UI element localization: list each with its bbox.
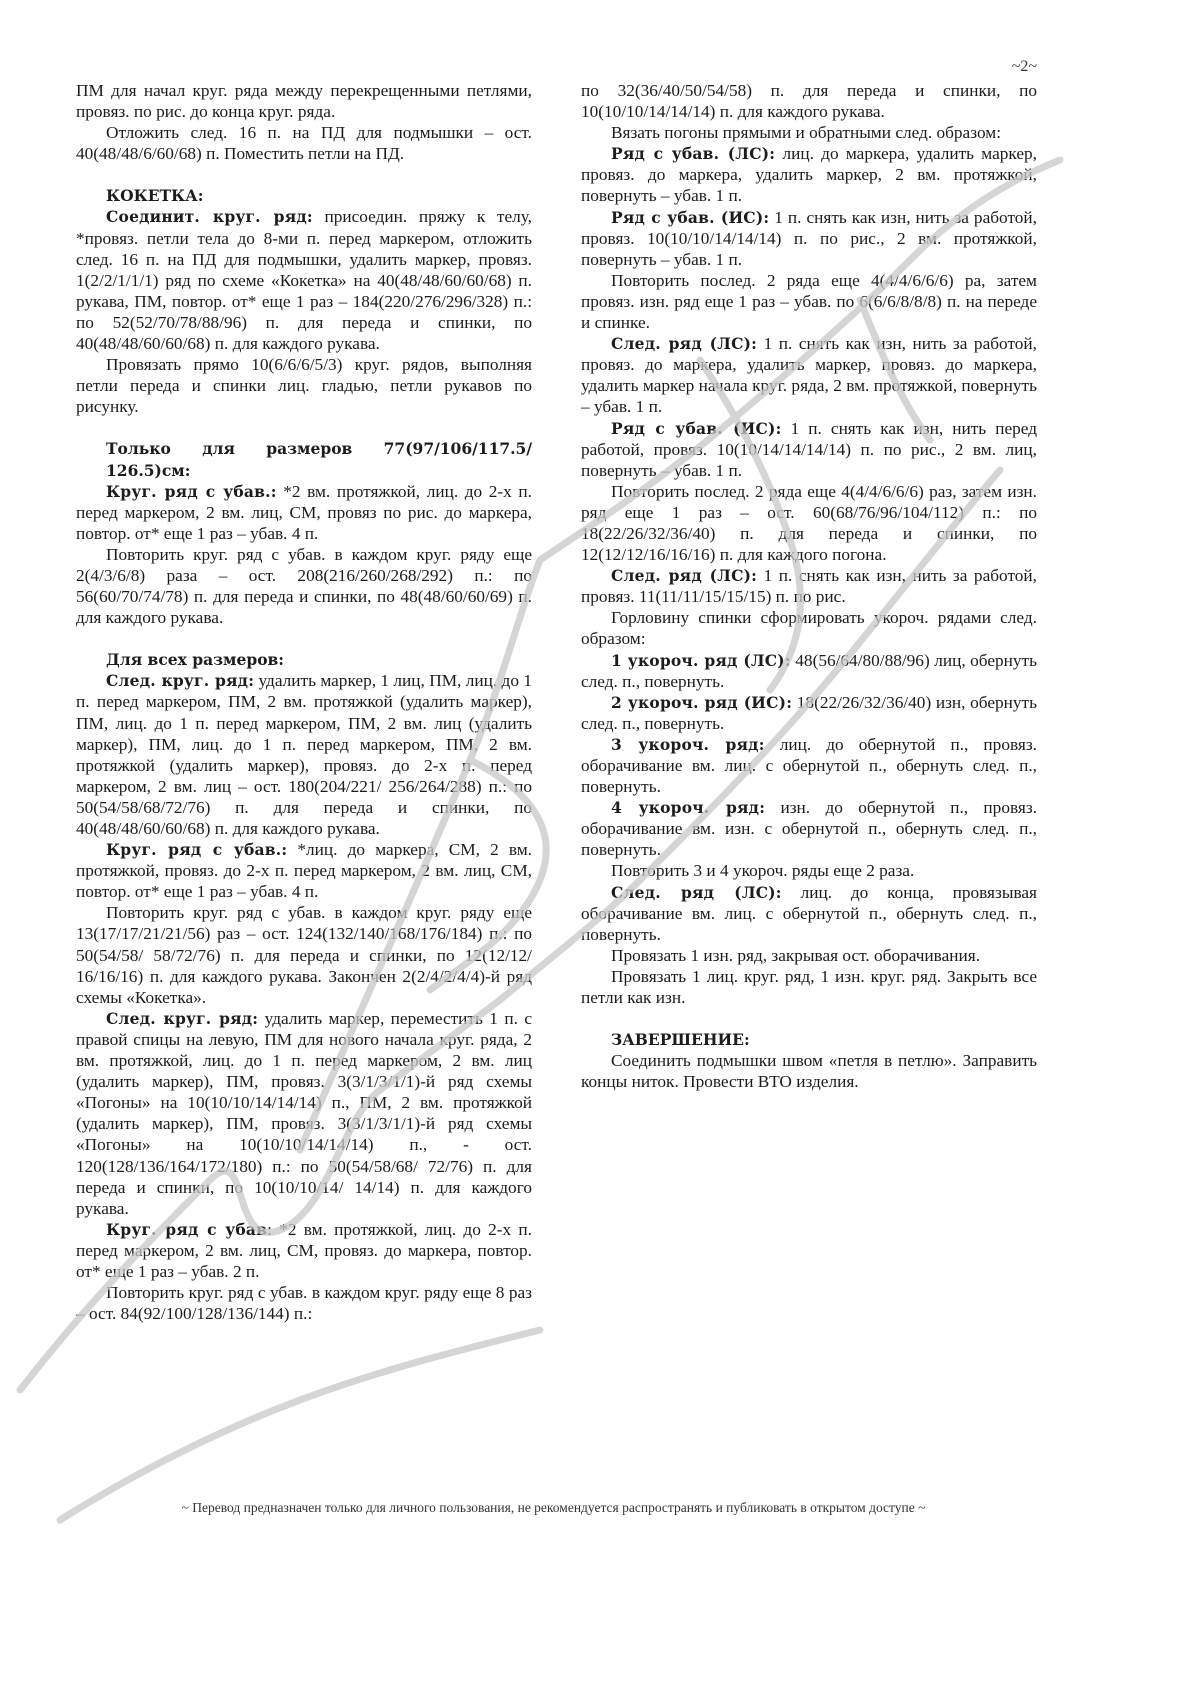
paragraph <box>581 565 1037 607</box>
paragraph <box>76 122 532 164</box>
paragraph <box>581 650 1037 692</box>
paragraph-text: 1 п. снять как изн, нить за работой, провяз. до маркера, удалить маркер, провяз. до маркера, удалить маркер начала круг. ряда, 2 вм. протяжкой, повернуть – убав. 1 п. <box>581 334 1037 417</box>
row-label: Круг. ряд с убав.: <box>106 481 277 501</box>
paragraph-text: присоедин. пряжу к телу, *провяз. петли тела до 8-ми п. перед маркером, отложить след. 16 п. на ПД для подмышки, удалить маркер, провяз. 1(2/2/1/1/1) ряд по схеме «Кокетка» на 40(48/48/60/60/68) п. рукава, ПМ, повтор. от* еще 1 раз – 184(220/276/296/328) п.: по 52(52/70/78/88/96) п. для переда и спинки, по 40(48/48/60/60/68) п. для каждого рукава. <box>76 207 532 354</box>
paragraph <box>581 333 1037 417</box>
paragraph <box>76 1008 532 1219</box>
paragraph <box>581 270 1037 333</box>
row-label: 2 укороч. ряд (ИС): <box>611 692 793 712</box>
paragraph-gap <box>76 628 532 649</box>
left-column <box>76 80 532 1324</box>
paragraph <box>581 1050 1037 1092</box>
paragraph <box>581 966 1037 1008</box>
row-label: Ряд с убав. (ИС): <box>611 207 770 227</box>
paragraph-text: Провязать 1 лиц. круг. ряд, 1 изн. круг. ряд. Закрыть все петли как изн. <box>581 966 1037 1008</box>
paragraph-text: изн. до обернутой п., провяз. оборачивание вм. изн. с обернутой п., обернуть след. п., повернуть. <box>581 798 1037 860</box>
paragraph-text: *лиц. до маркера, СМ, 2 вм. протяжкой, провяз. до 2-х п. перед маркером, 2 вм. лиц, СМ, повтор. от* еще 1 раз – убав. 4 п. <box>76 840 532 902</box>
paragraph <box>581 207 1037 270</box>
paragraph-text: Вязать погоны прямыми и обратными след. образом: <box>611 123 1001 143</box>
section-heading: ЗАВЕРШЕНИЕ: <box>611 1030 750 1050</box>
paragraph <box>76 670 532 839</box>
paragraph <box>581 945 1037 966</box>
row-label: След. ряд (ЛС): <box>611 882 782 902</box>
paragraph <box>76 1219 532 1282</box>
paragraph <box>581 481 1037 565</box>
paragraph-text: *2 вм. протяжкой, лиц. до 2-х п. перед маркером, 2 вм. лиц, СМ, провяз по рис. до маркера, повтор. от* еще 1 раз – убав. 4 п. <box>76 481 532 543</box>
paragraph-text: 1 п. снять как изн, нить за работой, провяз. 11(11/11/15/15/15) п. по рис. <box>581 566 1037 607</box>
paragraph-text: удалить маркер, переместить 1 п. с правой спицы на левую, ПМ для нового начала круг. ряда, 2 вм. протяжкой, лиц. до 1 п. перед маркером, 2 вм. лиц (удалить маркер), ПМ, провяз. 3(3/1/3/1/1)-й ряд схемы «Погоны» на 10(10/10/14/14/14) п., ПМ, 2 вм. протяжкой (удалить маркер), ПМ, провяз. 3(3/1/3/1/1)-й ряд схемы «Погоны» на 10(10/10/14/14/14) п., - ост. 120(128/136/164/172/180) п.: по 50(54/58/68/ 72/76) п. для переда и спинки, по 10(10/10/14/ 14/14) п. для каждого рукава. <box>76 1008 532 1218</box>
paragraph-text: Повторить круг. ряд с убав. в каждом круг. ряду еще 13(17/17/21/21/56) раз – ост. 124(132/140/168/176/184) п.: по 50(54/58/ 58/72/76) п. для переда и спинки, по 12(12/12/ 16/16/16) п. для каждого рукава. Закончен 2(2/4/2/4/4)-й ряд схемы «Кокетка». <box>76 903 532 1007</box>
paragraph <box>581 860 1037 881</box>
paragraph <box>581 607 1037 649</box>
section-heading: КОКЕТКА: <box>106 186 204 206</box>
paragraph <box>581 734 1037 797</box>
paragraph-text: Соединить подмышки швом «петля в петлю». Заправить концы ниток. Провести ВТО изделия. <box>581 1051 1037 1092</box>
row-label: 4 укороч. ряд: <box>611 798 766 818</box>
paragraph-text: Отложить след. 16 п. на ПД для подмышки – ост. 40(48/48/6/60/68) п. Поместить петли на ПД. <box>76 123 532 164</box>
paragraph-text: Повторить круг. ряд с убав. в каждом круг. ряду еще 8 раз – ост. 84(92/100/128/136/144) п.: <box>76 1283 532 1324</box>
row-label: След. круг. ряд: <box>106 671 255 691</box>
row-label: 1 укороч. ряд (ЛС): <box>611 650 791 670</box>
paragraph <box>581 882 1037 945</box>
paragraph-text: Повторить послед. 2 ряда еще 4(4/4/6/6/6) раз, затем изн. ряд еще 1 раз – ост. 60(68/76/96/104/112) п.: по 18(22/26/32/36/40) п. для переда и спинки, по 12(12/12/16/16/16) п. для каждого погона. <box>581 481 1037 565</box>
paragraph <box>581 797 1037 860</box>
paragraph <box>581 122 1037 143</box>
paragraph-text: Горловину спинки сформировать укороч. рядами след. образом: <box>581 608 1037 649</box>
paragraph <box>76 481 532 544</box>
row-label: Круг. ряд с убав.: <box>106 840 288 860</box>
paragraph <box>76 839 532 902</box>
paragraph <box>76 1282 532 1324</box>
row-label: Ряд с убав. (ИС): <box>611 418 782 438</box>
paragraph <box>76 544 532 628</box>
paragraph-text: 1 п. снять как изн, нить перед работой, провяз. 10(10/14/14/14/14) п. по рис., 2 вм. лиц, повернуть – убав. 1 п. <box>581 418 1037 480</box>
paragraph-text: Повторить круг. ряд с убав. в каждом круг. ряду еще 2(4/3/6/8) раза – ост. 208(216/260/268/292) п.: по 56(60/70/74/78) п. для переда и спинки, по 48(48/60/60/69) п. для каждого рукава. <box>76 544 532 628</box>
row-label: След. ряд (ЛС): <box>611 566 758 586</box>
paragraph <box>76 354 532 417</box>
paragraph-gap <box>76 417 532 438</box>
row-label: Круг. ряд с убав <box>106 1219 268 1239</box>
row-label: 3 укороч. ряд: <box>611 734 765 754</box>
paragraph-text: ПМ для начал круг. ряда между перекрещенными петлями, провяз. по рис. до конца круг. ряда. <box>76 81 532 122</box>
paragraph-gap <box>76 164 532 185</box>
paragraph-text: Повторить послед. 2 ряда еще 4(4/4/6/6/6) ра, затем провяз. изн. ряд еще 1 раз – убав. по 6(6/6/8/8/8) п. на переде и спинке. <box>581 270 1037 333</box>
paragraph-gap <box>581 1008 1037 1029</box>
section-heading: Для всех размеров: <box>106 650 285 670</box>
row-label: Соединит. круг. ряд: <box>106 207 313 227</box>
paragraph <box>581 692 1037 734</box>
paragraph-text: 18(22/26/32/36/40) изн, обернуть след. п., повернуть. <box>581 692 1037 733</box>
paragraph-text: Провязать 1 изн. ряд, закрывая ост. оборачивания. <box>611 945 981 965</box>
paragraph <box>76 902 532 1007</box>
row-label: След. ряд (ЛС): <box>611 334 758 354</box>
section-heading: Только для размеров 77(97/106/117.5/ 126.5)см: <box>106 439 532 480</box>
paragraph-text: лиц. до обернутой п., провяз. оборачивание вм. лиц. с обернутой п., обернуть след. п., повернуть. <box>581 734 1037 797</box>
paragraph-text: Повторить 3 и 4 укороч. ряды еще 2 раза. <box>611 861 915 881</box>
row-label: Ряд с убав. (ЛС): <box>611 144 776 164</box>
paragraph-text: : *2 вм. протяжкой, лиц. до 2-х п. перед маркером, 2 вм. лиц, СМ, провяз. до маркера, повтор. от* еще 1 раз – убав. 2 п. <box>76 1219 532 1281</box>
paragraph <box>581 143 1037 206</box>
row-label: След. круг. ряд: <box>106 1008 259 1028</box>
paragraph-text: удалить маркер, 1 лиц, ПМ, лиц. до 1 п. перед маркером, ПМ, 2 вм. протяжкой (удалить маркер), ПМ, лиц. до 1 п. перед маркером, ПМ, 2 вм. лиц (удалить маркер), ПМ, лиц. до 1 п. перед маркером, ПМ, 2 вм. протяжкой (удалить маркер), провяз. до 2-х п. перед маркером, 2 вм. лиц – ост. 180(204/221/ 256/264/288) п.: по 50(54/58/68/72/76) п. для переда и спинки, по 40(48/48/60/60/68) п. для каждого рукава. <box>76 671 532 838</box>
paragraph-text: лиц. до конца, провязывая оборачивание вм. лиц. с обернутой п., обернуть след. п., повернуть. <box>581 882 1037 944</box>
right-column <box>581 80 1037 1092</box>
paragraph-text: 48(56/64/80/88/96) лиц, обернуть след. п., повернуть. <box>581 650 1037 691</box>
page-number: ~2~ <box>1011 58 1037 75</box>
paragraph <box>76 80 532 122</box>
paragraph <box>76 206 532 354</box>
paragraph <box>581 80 1037 122</box>
paragraph-text: Провязать прямо 10(6/6/6/5/3) круг. рядов, выполняя петли переда и спинки лиц. гладью, петли рукавов по рисунку. <box>76 355 532 417</box>
paragraph-text: лиц. до маркера, удалить маркер, провяз. до маркера, удалить маркер, 2 вм. протяжкой, повернуть – убав. 1 п. <box>581 144 1037 206</box>
paragraph-text: 1 п. снять как изн, нить за работой, провяз. 10(10/10/14/14/14) п. по рис., 2 вм. протяжкой, повернуть – убав. 1 п. <box>581 207 1037 269</box>
paragraph-text: по 32(36/40/50/54/58) п. для переда и спинки, по 10(10/10/14/14/14) п. для каждого рукава. <box>581 81 1037 122</box>
footer-note: ~ Перевод предназначен только для личного пользования, не рекомендуется распространять и публиковать в открытом доступе ~ <box>181 1500 926 1515</box>
paragraph <box>581 418 1037 481</box>
